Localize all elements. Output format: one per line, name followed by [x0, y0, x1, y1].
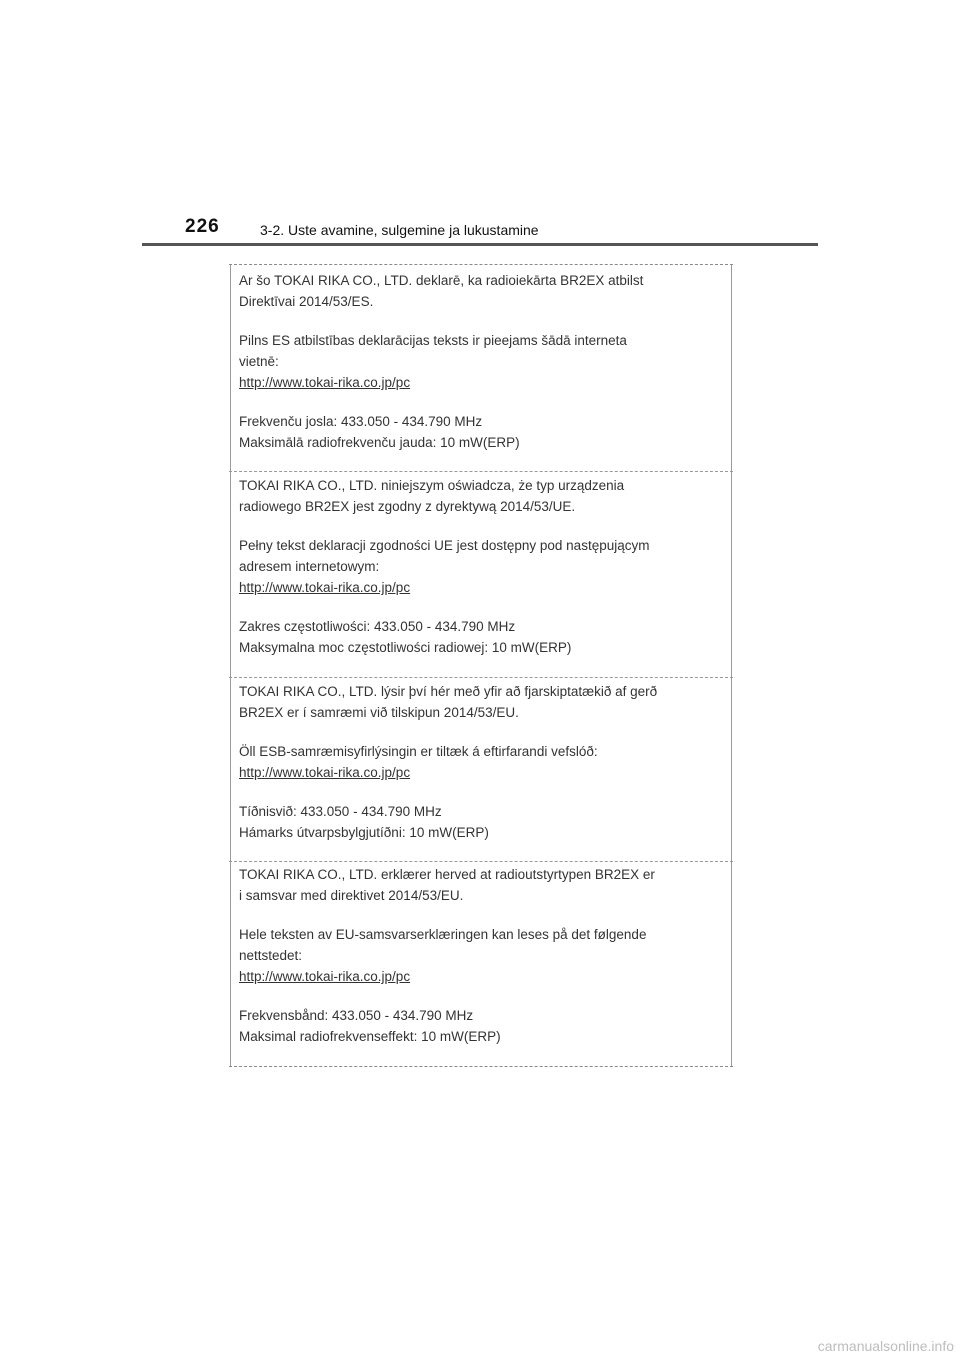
declaration-box	[230, 264, 732, 1067]
declaration-is	[231, 681, 731, 843]
text-line: Pełny tekst deklaracji zgodności UE jest dostępny pod następującym	[239, 538, 650, 553]
text-line: Maksymalna moc częstotliwości radiowej: 10 mW(ERP)	[239, 640, 572, 655]
section-divider	[229, 861, 733, 862]
declaration-link[interactable]: http://www.tokai-rika.co.jp/pc	[239, 765, 411, 780]
section-divider	[229, 471, 733, 472]
text-line: Zakres częstotliwości: 433.050 - 434.790 MHz	[239, 619, 516, 634]
watermark: carmanualsonline.info	[817, 1338, 954, 1354]
text-line: Maksimal radiofrekvenseffekt: 10 mW(ERP)	[239, 1029, 501, 1044]
box-bottom-border	[229, 1066, 733, 1067]
text-line: vietnē:	[239, 354, 279, 369]
text-line: nettstedet:	[239, 948, 303, 963]
page-number: 226	[185, 216, 220, 237]
text-line: BR2EX er í samræmi við tilskipun 2014/53/EU.	[239, 705, 519, 720]
text-line: TOKAI RIKA CO., LTD. erklærer herved at radioutstyrtypen BR2EX er	[239, 867, 655, 882]
declaration-link[interactable]: http://www.tokai-rika.co.jp/pc	[239, 375, 411, 390]
text-line: adresem internetowym:	[239, 559, 380, 574]
text-line: Frekvenču josla: 433.050 - 434.790 MHz	[239, 414, 483, 429]
declaration-no	[231, 864, 731, 1047]
declaration-link[interactable]: http://www.tokai-rika.co.jp/pc	[239, 580, 411, 595]
box-top-border	[229, 264, 733, 265]
text-line: TOKAI RIKA CO., LTD. niniejszym oświadcza, że typ urządzenia	[239, 478, 625, 493]
declaration-link[interactable]: http://www.tokai-rika.co.jp/pc	[239, 969, 411, 984]
text-line: Tíðnisvið: 433.050 - 434.790 MHz	[239, 804, 442, 819]
header-rule	[142, 243, 818, 246]
text-line: radiowego BR2EX jest zgodny z dyrektywą 2014/53/UE.	[239, 499, 576, 514]
text-line: Öll ESB-samræmisyfirlýsingin er tiltæk á eftirfarandi vefslóð:	[239, 744, 598, 759]
text-line: Hámarks útvarpsbylgjutíðni: 10 mW(ERP)	[239, 825, 489, 840]
text-line: Maksimālā radiofrekvenču jauda: 10 mW(ERP)	[239, 435, 520, 450]
text-line: i samsvar med direktivet 2014/53/EU.	[239, 888, 464, 903]
text-line: Direktīvai 2014/53/ES.	[239, 294, 374, 309]
text-line: Hele teksten av EU-samsvarserklæringen kan leses på det følgende	[239, 927, 647, 942]
text-line: TOKAI RIKA CO., LTD. lýsir því hér með yfir að fjarskiptatækið af gerð	[239, 684, 658, 699]
text-line: Frekvensbånd: 433.050 - 434.790 MHz	[239, 1008, 474, 1023]
section-divider	[229, 677, 733, 678]
declaration-pl	[231, 475, 731, 658]
text-line: Ar šo TOKAI RIKA CO., LTD. deklarē, ka radioiekārta BR2EX atbilst	[239, 273, 644, 288]
section-title: 3-2. Uste avamine, sulgemine ja lukustamine	[260, 222, 539, 238]
text-line: Pilns ES atbilstības deklarācijas teksts ir pieejams šādā interneta	[239, 333, 627, 348]
declaration-lv	[231, 270, 731, 453]
